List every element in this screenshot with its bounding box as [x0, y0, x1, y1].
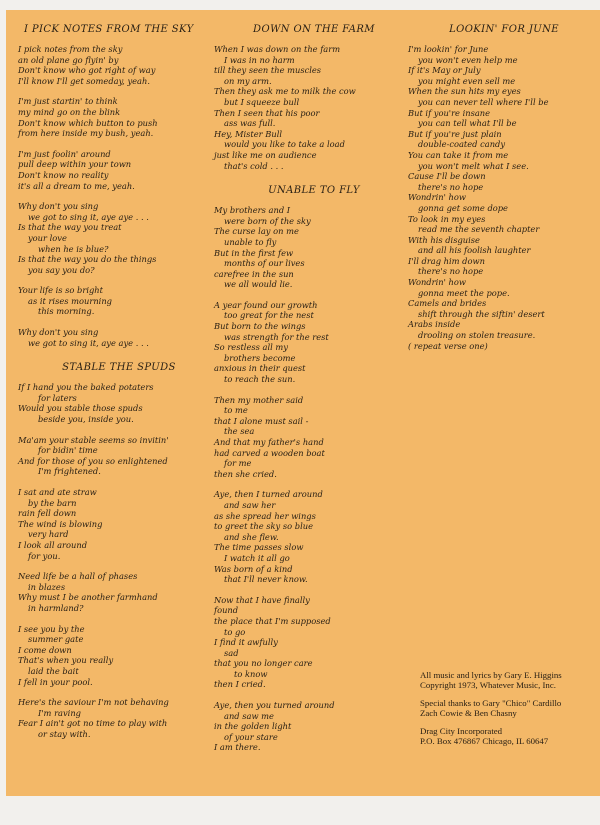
lyric-line: ass was full.: [224, 118, 276, 129]
lyric-line: But if you're insane: [408, 107, 491, 118]
credit-group: [420, 670, 600, 690]
lyric-line: Wondrin' how: [408, 192, 466, 203]
lyric-line: for bidin' time: [38, 445, 98, 456]
lyric-line: carefree in the sun: [214, 268, 294, 279]
song-title: UNABLE TO FLY: [268, 185, 360, 197]
lyric-line: Don't know no reality: [18, 169, 109, 180]
stanza: [18, 149, 214, 191]
lyric-line: When the sun hits my eyes: [408, 86, 521, 97]
stanza: [214, 300, 414, 385]
lyric-line: you won't even help me: [418, 54, 518, 65]
song-title: STABLE THE SPUDS: [62, 362, 176, 374]
song-block: [214, 185, 414, 753]
lyric-line: Need life be a hall of phases: [18, 571, 138, 582]
lyric-line: in the golden light: [214, 721, 292, 732]
stanza: [18, 201, 214, 275]
lyrics-column-middle: [214, 24, 414, 763]
stanza: [214, 595, 414, 690]
stanza: [214, 205, 414, 290]
lyric-line: in blazes: [28, 581, 66, 592]
lyric-line: till they seen the muscles: [214, 65, 322, 76]
stanza: [18, 435, 214, 477]
stanza: [214, 700, 414, 753]
lyric-line: and saw me: [224, 710, 274, 721]
credit-line: Special thanks to Gary "Chico" Cardillo: [420, 698, 562, 708]
lyric-line: But if you're just plain: [408, 128, 502, 139]
lyric-line: Cause I'll be down: [408, 171, 486, 182]
lyric-line: To look in my eyes: [408, 213, 486, 224]
lyric-line: read me the seventh chapter: [418, 224, 540, 235]
lyric-line: you say you do?: [28, 264, 95, 275]
lyric-line: I find it awfully: [214, 637, 278, 648]
lyric-line: I'm just startin' to think: [18, 96, 118, 107]
lyric-line: ( repeat verse one): [408, 340, 488, 351]
lyric-line: I come down: [18, 644, 72, 655]
lyric-line: from here inside my bush, yeah.: [18, 128, 154, 139]
lyric-line: to me: [224, 405, 248, 416]
lyric-line: in harmland?: [28, 602, 84, 613]
lyric-line: my mind go on the blink: [18, 106, 121, 117]
lyric-line: Wondrin' how: [408, 277, 466, 288]
lyric-line: When I was down on the farm: [214, 44, 341, 54]
lyric-line: you won't melt what I see.: [418, 160, 529, 171]
song-title: I PICK NOTES FROM THE SKY: [24, 24, 194, 35]
stanza: [214, 489, 414, 584]
stanza: [18, 697, 214, 739]
lyric-line: that I alone must sail -: [214, 415, 309, 426]
lyric-line: an old plane go flyin' by: [18, 54, 119, 65]
lyric-line: I'm raving: [38, 707, 81, 718]
lyric-line: So restless all my: [214, 342, 288, 353]
lyric-line: as she spread her wings: [214, 510, 316, 521]
lyric-line: Arabs inside: [408, 319, 461, 330]
lyric-line: there's no hope: [418, 181, 484, 192]
stanza: [18, 44, 214, 86]
lyric-line: for me: [224, 458, 252, 469]
lyric-line: your love: [28, 232, 67, 243]
lyric-line: had carved a wooden boat: [214, 447, 325, 458]
lyric-line: by the barn: [28, 497, 77, 508]
lyric-line: The time passes slow: [214, 542, 304, 553]
lyric-line: gonna meet the pope.: [418, 287, 510, 298]
lyric-line: Fear I ain't got no time to play with: [18, 718, 168, 729]
lyric-line: You can take it from me: [408, 149, 509, 160]
lyric-line: I look all around: [18, 539, 88, 550]
stanza: [18, 327, 214, 348]
lyric-line: beside you, inside you.: [38, 414, 134, 425]
lyric-line: Here's the saviour I'm not behaving: [18, 697, 169, 708]
lyric-line: That's when you really: [18, 655, 114, 666]
lyric-line: you might even sell me: [418, 75, 516, 86]
lyric-line: then I cried.: [214, 679, 266, 690]
lyric-line: there's no hope: [418, 266, 484, 277]
lyric-line: would you like to take a load: [224, 139, 345, 150]
lyric-line: that's cold . . .: [224, 160, 284, 171]
lyric-line: Why must I be another farmhand: [18, 592, 158, 603]
lyric-line: With his disguise: [408, 234, 480, 245]
lyric-line: very hard: [28, 529, 69, 540]
lyric-line: My brothers and I: [214, 205, 291, 216]
lyric-line: Your life is so bright: [18, 285, 103, 296]
lyric-line: Is that the way you treat: [18, 222, 122, 233]
lyric-line: were born of the sky: [224, 215, 311, 226]
stanza: [18, 382, 214, 424]
song-block: [214, 24, 414, 171]
lyric-line: laid the bait: [28, 665, 79, 676]
lyric-line: Then my mother said: [214, 394, 304, 405]
lyric-line: that I'll never know.: [224, 574, 308, 585]
lyric-line: The wind is blowing: [18, 518, 103, 529]
lyric-line: months of our lives: [224, 258, 305, 269]
lyric-line: drooling on stolen treasure.: [418, 330, 536, 341]
lyric-line: shift through the siftin' desert: [418, 308, 545, 319]
lyric-line: If I hand you the baked potaters: [18, 382, 154, 393]
stanza: [18, 624, 214, 688]
lyric-line: for you.: [28, 550, 61, 561]
lyric-line: Is that the way you do the things: [18, 254, 157, 265]
lyric-line: Aye, then you turned around: [214, 700, 335, 711]
lyric-line: Ma'am your stable seems so invitin': [18, 434, 169, 445]
lyric-line: I'll drag him down: [408, 255, 485, 266]
lyric-line: we all would lie.: [224, 279, 293, 290]
credit-group: [420, 726, 600, 746]
credit-line: Zach Cowie & Ben Chasny: [420, 708, 517, 718]
lyric-line: we got to sing it, aye aye . . .: [28, 211, 149, 222]
lyric-line: and all his foolish laughter: [418, 245, 531, 256]
stanza: [18, 487, 214, 561]
credit-line: Drag City Incorporated: [420, 726, 503, 736]
lyric-line: on my arm.: [224, 75, 272, 86]
lyric-line: I was in no harm: [224, 54, 295, 65]
lyric-line: Now that I have finally: [214, 594, 310, 605]
lyric-line: Don't know who got right of way: [18, 65, 156, 76]
lyric-line: But in the first few: [214, 247, 294, 258]
lyric-line: of your stare: [224, 731, 278, 742]
lyric-line: rain fell down: [18, 508, 77, 519]
lyric-line: to go: [224, 626, 246, 637]
lyric-line: found: [214, 605, 239, 616]
lyric-line: was strength for the rest: [224, 331, 329, 342]
song-block: [18, 362, 214, 739]
lyric-line: that you no longer care: [214, 658, 313, 669]
lyric-line: pull deep within your town: [18, 159, 132, 170]
lyric-line: but I squeeze bull: [224, 96, 300, 107]
credit-line: Copyright 1973, Whatever Music, Inc.: [420, 680, 556, 690]
lyric-sheet: [6, 10, 600, 796]
lyric-line: double-coated candy: [418, 139, 506, 150]
lyric-line: I fell in your pool.: [18, 676, 93, 687]
lyrics-column-left: [18, 24, 214, 749]
lyric-line: I am there.: [214, 742, 261, 753]
song-title: DOWN ON THE FARM: [253, 24, 375, 35]
lyric-line: The curse lay on me: [214, 226, 299, 237]
lyric-line: And that my father's hand: [214, 437, 324, 447]
lyric-line: the sea: [224, 426, 255, 437]
lyric-line: this morning.: [38, 306, 95, 317]
lyric-line: Then they ask me to milk the cow: [214, 86, 356, 97]
lyric-line: you can tell what I'll be: [418, 118, 517, 129]
lyric-line: I'm lookin' for June: [408, 44, 489, 54]
lyric-line: to know: [234, 668, 268, 679]
lyric-line: for laters: [38, 392, 77, 403]
lyric-line: to reach the sun.: [224, 374, 296, 385]
lyric-line: we got to sing it, aye aye . . .: [28, 337, 149, 348]
lyric-line: as it rises mourning: [28, 295, 112, 306]
lyric-line: I pick notes from the sky: [18, 44, 123, 54]
lyric-line: and she flew.: [224, 531, 279, 542]
lyric-line: to greet the sky so blue: [214, 521, 313, 532]
song-title: LOOKIN' FOR JUNE: [449, 24, 559, 35]
stanza: [214, 44, 414, 171]
credit-line: All music and lyrics by Gary E. Higgins: [420, 670, 562, 680]
lyric-line: Hey, Mister Bull: [214, 128, 283, 139]
lyric-line: Aye, then I turned around: [214, 489, 323, 500]
lyric-line: But born to the wings: [214, 321, 306, 332]
lyric-line: Then I seen that his poor: [214, 107, 320, 118]
lyrics-column-right: [408, 24, 600, 361]
stanza: [18, 96, 214, 138]
lyric-line: the place that I'm supposed: [214, 615, 331, 626]
lyric-line: I'm just foolin' around: [18, 148, 111, 159]
lyric-line: I'm frightened.: [38, 466, 101, 477]
lyric-line: then she cried.: [214, 468, 277, 479]
lyric-line: Why don't you sing: [18, 327, 99, 338]
lyric-line: unable to fly: [224, 236, 277, 247]
lyric-line: or stay with.: [38, 728, 91, 739]
stanza: [18, 285, 214, 317]
credit-line: P.O. Box 476867 Chicago, IL 60647: [420, 736, 549, 746]
lyric-line: Camels and brides: [408, 298, 487, 309]
lyric-line: I watch it all go: [224, 552, 290, 563]
credit-group: [420, 698, 600, 718]
lyric-line: Don't know which button to push: [18, 117, 158, 128]
lyric-line: I'll know I'll get someday, yeah.: [18, 75, 150, 86]
lyric-line: summer gate: [28, 634, 84, 645]
song-block: [18, 24, 214, 348]
lyric-line: gonna get some dope: [418, 202, 508, 213]
lyric-line: Was born of a kind: [214, 563, 293, 574]
lyric-line: you can never tell where I'll be: [418, 96, 549, 107]
lyric-line: brothers become: [224, 352, 296, 363]
lyric-line: and saw her: [224, 499, 276, 510]
stanza: [214, 395, 414, 480]
lyric-line: it's all a dream to me, yeah.: [18, 180, 135, 191]
lyric-line: Why don't you sing: [18, 201, 99, 212]
stanza: [18, 571, 214, 613]
lyric-line: sad: [224, 647, 239, 658]
lyric-line: A year found our growth: [214, 299, 318, 310]
credits-block: [420, 670, 600, 754]
lyric-line: when he is blue?: [38, 243, 109, 254]
lyric-line: too great for the nest: [224, 310, 314, 321]
lyric-line: And for those of you so enlightened: [18, 455, 168, 466]
lyric-line: anxious in their quest: [214, 363, 306, 374]
stanza: [408, 44, 600, 351]
lyric-line: just like me on audience: [214, 149, 317, 160]
lyric-line: I sat and ate straw: [18, 487, 97, 497]
song-block: [408, 24, 600, 351]
lyric-line: Would you stable those spuds: [18, 403, 143, 414]
lyric-line: If it's May or July: [408, 65, 481, 76]
lyric-line: I see you by the: [18, 623, 85, 634]
